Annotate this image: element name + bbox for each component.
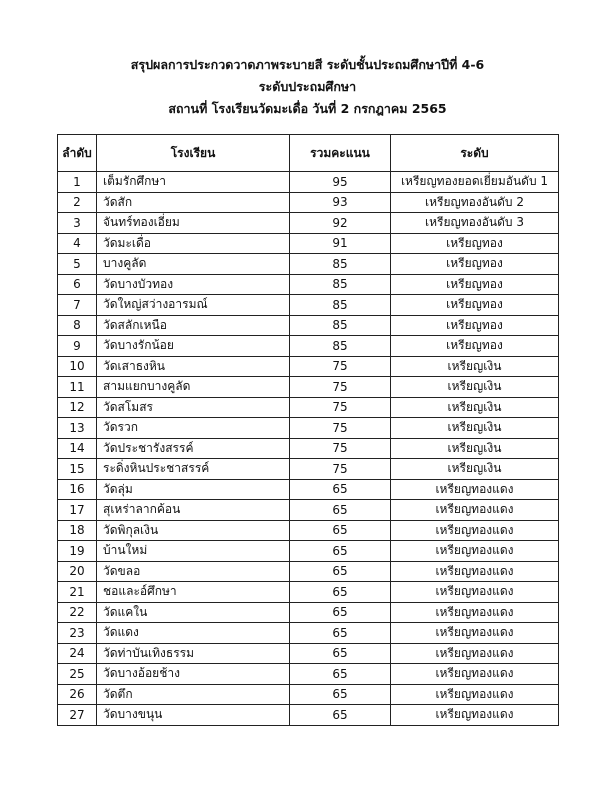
level-cell: เหรียญเงิน xyxy=(391,397,559,418)
school-cell: วัดแคใน xyxy=(97,602,290,623)
school-cell: สุเหร่าลากค้อน xyxy=(97,500,290,521)
score-cell: 65 xyxy=(290,643,391,664)
table-row xyxy=(58,582,559,603)
level-cell: เหรียญทอง xyxy=(391,233,559,254)
level-cell: เหรียญเงิน xyxy=(391,459,559,480)
rank-cell: 5 xyxy=(58,254,97,275)
level-cell: เหรียญทองแดง xyxy=(391,561,559,582)
school-cell: ระดิ่งหินประชาสรรค์ xyxy=(97,459,290,480)
table-row xyxy=(58,315,559,336)
school-cell: วัดใหญ่สว่างอารมณ์ xyxy=(97,295,290,316)
school-cell: ชอและอ์ศึกษา xyxy=(97,582,290,603)
score-cell: 75 xyxy=(290,459,391,480)
level-cell: เหรียญทองแดง xyxy=(391,705,559,726)
school-cell: วัดบางขนุน xyxy=(97,705,290,726)
rank-cell: 18 xyxy=(58,520,97,541)
column-header-rank: ลำดับ xyxy=(58,135,97,172)
score-cell: 75 xyxy=(290,356,391,377)
rank-cell: 11 xyxy=(58,377,97,398)
rank-cell: 13 xyxy=(58,418,97,439)
rank-cell: 16 xyxy=(58,479,97,500)
score-cell: 85 xyxy=(290,274,391,295)
table-row xyxy=(58,418,559,439)
rank-cell: 17 xyxy=(58,500,97,521)
score-cell: 85 xyxy=(290,315,391,336)
rank-cell: 7 xyxy=(58,295,97,316)
score-cell: 95 xyxy=(290,172,391,193)
level-cell: เหรียญทองแดง xyxy=(391,541,559,562)
rank-cell: 4 xyxy=(58,233,97,254)
table-row xyxy=(58,213,559,234)
rank-cell: 20 xyxy=(58,561,97,582)
table-row xyxy=(58,336,559,357)
rank-cell: 6 xyxy=(58,274,97,295)
school-cell: วัดสลักเหนือ xyxy=(97,315,290,336)
score-cell: 75 xyxy=(290,377,391,398)
school-cell: วัดท่าบันเทิงธรรม xyxy=(97,643,290,664)
rank-cell: 10 xyxy=(58,356,97,377)
table-row xyxy=(58,643,559,664)
school-cell: จันทร์ทองเอี่ยม xyxy=(97,213,290,234)
document-header xyxy=(0,54,615,120)
rank-cell: 21 xyxy=(58,582,97,603)
school-cell: วัดตึก xyxy=(97,684,290,705)
score-cell: 65 xyxy=(290,561,391,582)
level-cell: เหรียญเงิน xyxy=(391,438,559,459)
level-cell: เหรียญทอง xyxy=(391,274,559,295)
level-cell: เหรียญทองแดง xyxy=(391,520,559,541)
table-row xyxy=(58,541,559,562)
score-cell: 75 xyxy=(290,418,391,439)
level-cell: เหรียญทองแดง xyxy=(391,664,559,685)
rank-cell: 8 xyxy=(58,315,97,336)
rank-cell: 19 xyxy=(58,541,97,562)
rank-cell: 24 xyxy=(58,643,97,664)
table-row xyxy=(58,705,559,726)
school-cell: วัดประชารังสรรค์ xyxy=(97,438,290,459)
rank-cell: 25 xyxy=(58,664,97,685)
table-row xyxy=(58,520,559,541)
rank-cell: 27 xyxy=(58,705,97,726)
school-cell: วัดแดง xyxy=(97,623,290,644)
column-header-school: โรงเรียน xyxy=(97,135,290,172)
table-row xyxy=(58,561,559,582)
table-row xyxy=(58,500,559,521)
results-table xyxy=(57,134,559,726)
table-header-row xyxy=(58,135,559,172)
table-row xyxy=(58,274,559,295)
level-cell: เหรียญทองอันดับ 3 xyxy=(391,213,559,234)
score-cell: 93 xyxy=(290,192,391,213)
score-cell: 75 xyxy=(290,438,391,459)
document-subtitle: ระดับประถมศึกษา xyxy=(258,79,357,94)
score-cell: 65 xyxy=(290,705,391,726)
score-cell: 65 xyxy=(290,479,391,500)
school-cell: วัดลุ่ม xyxy=(97,479,290,500)
level-cell: เหรียญเงิน xyxy=(391,356,559,377)
table-row xyxy=(58,377,559,398)
column-header-level: ระดับ xyxy=(391,135,559,172)
table-row xyxy=(58,623,559,644)
level-cell: เหรียญทอง xyxy=(391,295,559,316)
table-row xyxy=(58,479,559,500)
score-cell: 65 xyxy=(290,684,391,705)
school-cell: เต็มรักศึกษา xyxy=(97,172,290,193)
school-cell: วัดบางรักน้อย xyxy=(97,336,290,357)
table-row xyxy=(58,664,559,685)
level-cell: เหรียญทองแดง xyxy=(391,500,559,521)
score-cell: 92 xyxy=(290,213,391,234)
score-cell: 75 xyxy=(290,397,391,418)
school-cell: วัดพิกุลเงิน xyxy=(97,520,290,541)
rank-cell: 23 xyxy=(58,623,97,644)
rank-cell: 15 xyxy=(58,459,97,480)
table-row xyxy=(58,233,559,254)
score-cell: 65 xyxy=(290,582,391,603)
document-venue-date: สถานที่ โรงเรียนวัดมะเดื่อ วันที่ 2 กรกฎาคม 2565 xyxy=(168,101,447,116)
level-cell: เหรียญทอง xyxy=(391,315,559,336)
school-cell: สามแยกบางคูลัด xyxy=(97,377,290,398)
score-cell: 65 xyxy=(290,664,391,685)
rank-cell: 2 xyxy=(58,192,97,213)
document-title: สรุปผลการประกวดวาดภาพระบายสี ระดับชั้นประถมศึกษาปีที่ 4-6 xyxy=(130,57,485,72)
school-cell: วัดสโมสร xyxy=(97,397,290,418)
school-cell: วัดสัก xyxy=(97,192,290,213)
school-cell: บางคูลัด xyxy=(97,254,290,275)
score-cell: 65 xyxy=(290,602,391,623)
level-cell: เหรียญทองอันดับ 2 xyxy=(391,192,559,213)
score-cell: 65 xyxy=(290,623,391,644)
level-cell: เหรียญทองแดง xyxy=(391,602,559,623)
table-row xyxy=(58,356,559,377)
table-row xyxy=(58,438,559,459)
table-row xyxy=(58,397,559,418)
score-cell: 65 xyxy=(290,500,391,521)
school-cell: บ้านใหม่ xyxy=(97,541,290,562)
rank-cell: 1 xyxy=(58,172,97,193)
table-row xyxy=(58,295,559,316)
rank-cell: 22 xyxy=(58,602,97,623)
rank-cell: 12 xyxy=(58,397,97,418)
table-row xyxy=(58,684,559,705)
school-cell: วัดบางอ้อยช้าง xyxy=(97,664,290,685)
level-cell: เหรียญทองแดง xyxy=(391,684,559,705)
school-cell: วัดบางบัวทอง xyxy=(97,274,290,295)
level-cell: เหรียญทองยอดเยี่ยมอันดับ 1 xyxy=(391,172,559,193)
level-cell: เหรียญทองแดง xyxy=(391,643,559,664)
school-cell: วัดรวก xyxy=(97,418,290,439)
column-header-total-score: รวมคะแนน xyxy=(290,135,391,172)
score-cell: 91 xyxy=(290,233,391,254)
score-cell: 85 xyxy=(290,295,391,316)
level-cell: เหรียญเงิน xyxy=(391,377,559,398)
level-cell: เหรียญทอง xyxy=(391,336,559,357)
score-cell: 85 xyxy=(290,254,391,275)
level-cell: เหรียญทองแดง xyxy=(391,582,559,603)
score-cell: 65 xyxy=(290,541,391,562)
rank-cell: 26 xyxy=(58,684,97,705)
table-row xyxy=(58,172,559,193)
score-cell: 85 xyxy=(290,336,391,357)
level-cell: เหรียญทองแดง xyxy=(391,623,559,644)
level-cell: เหรียญทองแดง xyxy=(391,479,559,500)
rank-cell: 3 xyxy=(58,213,97,234)
rank-cell: 14 xyxy=(58,438,97,459)
school-cell: วัดเสาธงหิน xyxy=(97,356,290,377)
table-row xyxy=(58,602,559,623)
score-cell: 65 xyxy=(290,520,391,541)
table-row xyxy=(58,459,559,480)
rank-cell: 9 xyxy=(58,336,97,357)
school-cell: วัดขลอ xyxy=(97,561,290,582)
table-row xyxy=(58,254,559,275)
school-cell: วัดมะเดื่อ xyxy=(97,233,290,254)
table-row xyxy=(58,192,559,213)
level-cell: เหรียญทอง xyxy=(391,254,559,275)
level-cell: เหรียญเงิน xyxy=(391,418,559,439)
